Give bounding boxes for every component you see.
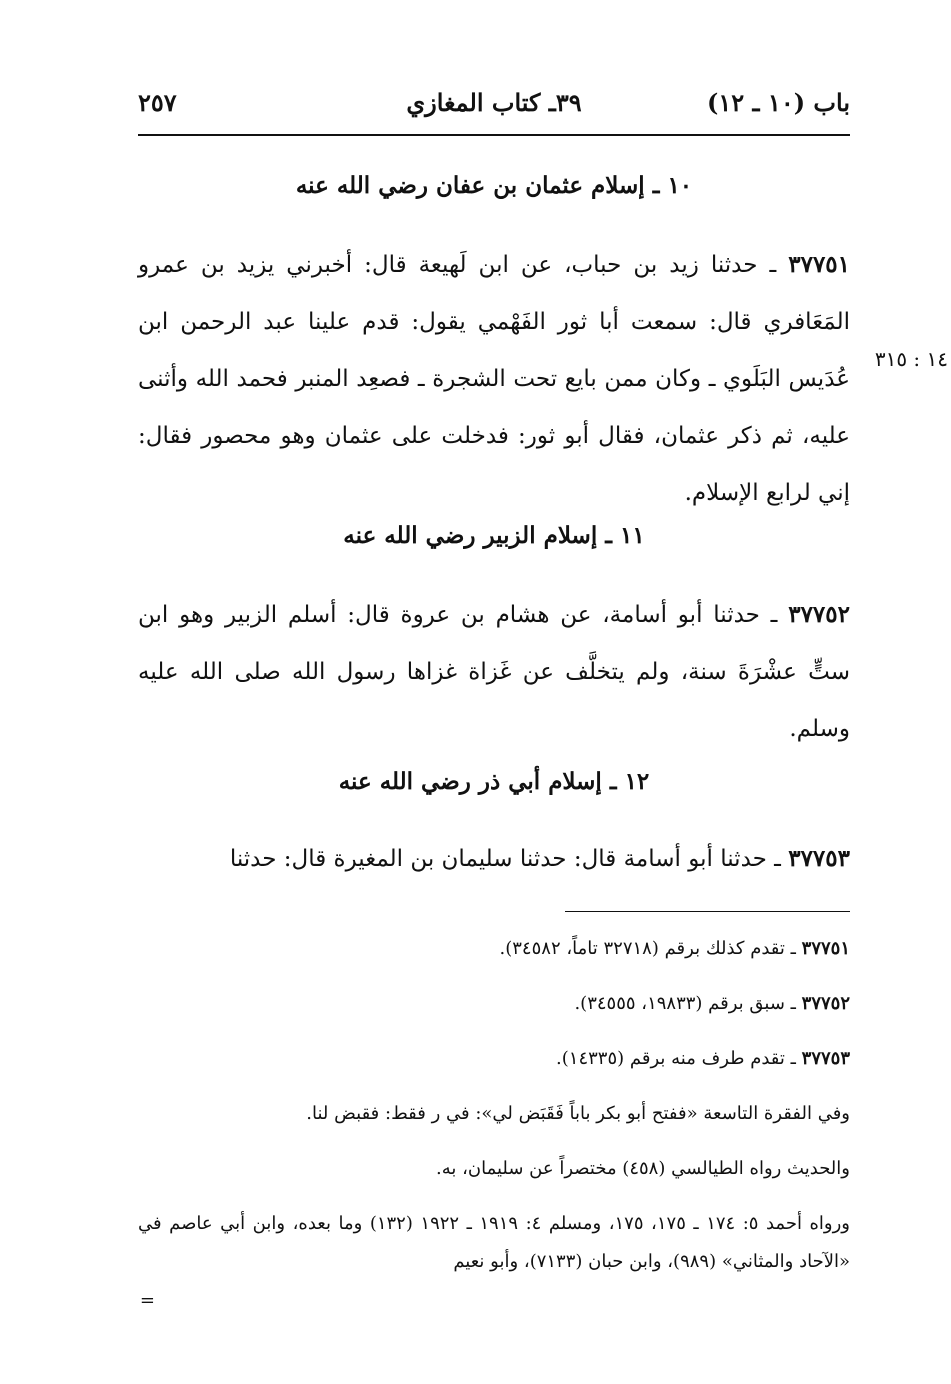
hadith-number: ٣٧٧٥٢ [788, 601, 850, 628]
footnote-number: ٣٧٧٥١ [801, 938, 850, 959]
footnotes [138, 930, 850, 1281]
footnote-item [138, 1095, 850, 1133]
footnote-text: ـ تقدم طرف منه برقم (١٤٣٣٥). [556, 1048, 796, 1069]
margin-reference: ١٤ : ٣١٥ [874, 347, 948, 371]
footnote-number: ٣٧٧٥٢ [801, 993, 850, 1014]
page-number: ٢٥٧ [138, 88, 177, 117]
footnote-text: والحديث رواه الطيالسي (٤٥٨) مختصراً عن سليمان، به. [435, 1158, 850, 1179]
hadith-text: ـ حدثنا زيد بن حباب، عن ابن لَهيعة قال: أخبرني يزيد بن عمرو المَعَافري قال: سمعت أبا ثور الفَهْمي يقول: قدم علينا عبد الرحمن ابن عُدَيس البَلَوي ـ وكان ممن بايع تحت الشجرة ـ فصعِد المنبر فحمد الله وأثنى عليه، ثم ذكر عثمان، فقال أبو ثور: فدخلت على عثمان وهو محصور فقال: إني لرابع الإسلام. [138, 252, 850, 506]
page-header [138, 88, 850, 128]
chapter-range: باب (١٠ ـ ١٢) [707, 88, 850, 117]
footnote-number: ٣٧٧٥٣ [801, 1048, 850, 1069]
footnote-text: ـ تقدم كذلك برقم (٣٢٧١٨ تاماً، ٣٤٥٨٢). [499, 938, 796, 959]
book-title: ٣٩ـ كتاب المغازي [406, 88, 582, 117]
footnote-text: ورواه أحمد ٥: ١٧٤ ـ ١٧٥، ١٧٥، ومسلم ٤: ١٩١٩ ـ ١٩٢٢ (١٣٢) وما بعده، وابن أبي عاصم في «الآحاد والمثاني» (٩٨٩)، وابن حبان (٧١٣٣)، وأبو نعيم [138, 1213, 850, 1272]
footnote-item [138, 985, 850, 1023]
hadith-number: ٣٧٧٥٣ [788, 845, 850, 872]
section-heading-10: ١٠ ـ إسلام عثمان بن عفان رضي الله عنه [295, 172, 693, 199]
hadith-text: ـ حدثنا أبو أسامة، عن هشام بن عروة قال: أسلم الزبير وهو ابن ستٍّ عشْرَةَ سنة، ولم يتخلَّف عن غَزاة غزاها رسول الله صلى الله عليه وسلم. [138, 602, 850, 742]
footnote-item [138, 1150, 850, 1188]
footnote-text: وفي الفقرة التاسعة «ففتح أبو بكر باباً فَقَبَض لي»: في ر فقط: فقبض لنا. [306, 1103, 850, 1124]
continuation-mark: = [139, 1290, 155, 1311]
footnote-item [138, 1205, 850, 1281]
footnote-item [138, 930, 850, 968]
section-heading-12: ١٢ ـ إسلام أبي ذر رضي الله عنه [338, 768, 650, 795]
hadith-number: ٣٧٧٥١ [788, 251, 851, 278]
hadith-text: ـ حدثنا أبو أسامة قال: حدثنا سليمان بن المغيرة قال: حدثنا [229, 846, 781, 872]
hadith-37753 [138, 830, 850, 888]
footnote-divider [565, 911, 850, 912]
hadith-37751 [138, 236, 850, 522]
hadith-37752 [138, 586, 850, 758]
section-heading-11: ١١ ـ إسلام الزبير رضي الله عنه [343, 522, 645, 549]
footnote-item [138, 1040, 850, 1078]
footnote-text: ـ سبق برقم (١٩٨٣٣، ٣٤٥٥٥). [574, 993, 796, 1014]
header-divider [138, 134, 850, 136]
